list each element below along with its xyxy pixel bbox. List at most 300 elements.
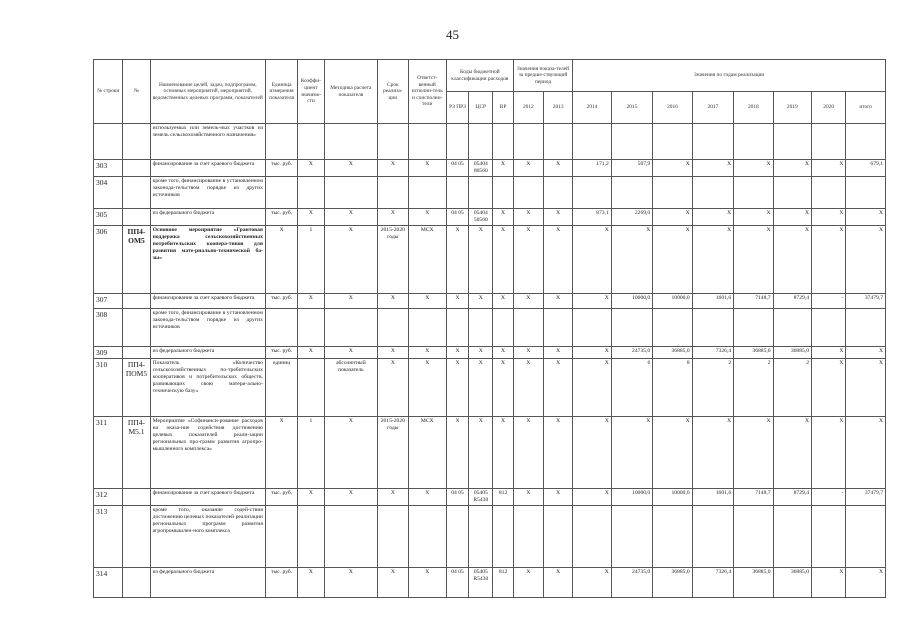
row-2012 [513,124,543,160]
table-row [94,568,886,598]
row-term [378,309,408,347]
table-row [94,209,886,226]
table-row [94,489,886,506]
header-2020: 2020 [812,92,846,124]
table-row [94,347,886,359]
header-rz: РЗ ПРЗ [446,92,468,124]
row-2020: X [812,568,846,598]
row-csr: 05405 R5430 [469,568,493,598]
row-csr: X [469,347,493,359]
row-2015: 6 [611,359,652,417]
row-2012 [513,506,543,568]
row-coef [298,309,324,347]
row-total: X [846,417,886,489]
row-2016: X [653,209,692,226]
row-number: 312 [94,489,123,506]
row-code [123,124,150,160]
row-2014: X [573,294,611,309]
row-term: X [378,489,408,506]
row-name: Основное мероприятие «Грантовая поддержка сельскохозяйственных потребительских коопера-тивов для развития мате-риально-технической ба-зы» [150,226,265,294]
row-code [123,568,150,598]
row-method: X [324,489,378,506]
row-name: Показатель «Количество сельскохозяйственных по-требительских кооперативов и потребительских обществ, развивающих свою матери-ально-техническую базу» [150,359,265,417]
row-unit [265,124,297,160]
row-vr: 812 [493,568,513,598]
row-2018: X [734,209,773,226]
row-method [324,124,378,160]
row-unit: тыс. руб. [265,209,297,226]
row-code: ПП4-М5.1 [123,417,150,489]
row-vr: X [493,160,513,177]
row-rz: 04 05 [446,209,468,226]
row-2018 [734,124,773,160]
row-code [123,347,150,359]
row-csr: 05404 80560 [469,160,493,177]
row-csr [469,309,493,347]
row-2013: X [544,489,573,506]
row-2016: 36885,0 [653,347,692,359]
row-unit: тыс. руб. [265,568,297,598]
row-vr: X [493,226,513,294]
row-rz: X [446,359,468,417]
row-2017: X [692,160,733,177]
row-2016 [653,309,692,347]
row-2014: 171,2 [573,160,611,177]
row-total: 37479,7 [846,294,886,309]
row-rz: 04 05 [446,568,468,598]
row-vr: X [493,417,513,489]
row-code [123,294,150,309]
row-2018: 2 [734,359,773,417]
row-code [123,160,150,177]
row-2015: 24735,0 [611,568,652,598]
header-2016: 2016 [653,92,692,124]
row-2016 [653,124,692,160]
row-code [123,177,150,209]
row-2017: X [692,417,733,489]
header-codes: Коды бюджетной классификации расходов [446,60,513,92]
row-2016: 36885,0 [653,568,692,598]
row-number: 307 [94,294,123,309]
row-rz: X [446,347,468,359]
row-2013 [544,506,573,568]
row-coef: X [298,160,324,177]
row-2017 [692,309,733,347]
row-2015: 10000,0 [611,489,652,506]
row-total: 679,1 [846,160,886,177]
row-2020 [812,177,846,209]
row-vr: X [493,209,513,226]
row-responsible: X [408,347,446,359]
row-2016: X [653,226,692,294]
row-2019 [773,124,811,160]
table-row [94,309,886,347]
row-term: X [378,359,408,417]
row-2017: 1601,6 [692,489,733,506]
header-2015: 2015 [611,92,652,124]
row-rz [446,177,468,209]
row-2017 [692,506,733,568]
table-row [94,226,886,294]
row-2017 [692,124,733,160]
row-coef: X [298,294,324,309]
row-2018: X [734,417,773,489]
row-2012: X [513,294,543,309]
row-2016: 8 [653,359,692,417]
row-name: кроме того, финансирование в установленном законода-тельством порядке из других источников [150,177,265,209]
row-2014: X [573,489,611,506]
row-2013: X [544,359,573,417]
row-2019 [773,506,811,568]
row-rz [446,309,468,347]
row-coef: 1 [298,226,324,294]
row-total [846,124,886,160]
row-responsible: МСХ [408,417,446,489]
row-2012: X [513,417,543,489]
header-total: итого [846,92,886,124]
header-unit: Единица измерения показателя [265,60,297,124]
row-term: X [378,568,408,598]
row-2018 [734,506,773,568]
table-row [94,177,886,209]
row-unit [265,177,297,209]
row-total [846,177,886,209]
row-code: ПП4-ОМ5 [123,226,150,294]
row-2012 [513,177,543,209]
header-previous: Значения показа-телей за предше-ствующий период [513,60,573,92]
row-total: X [846,347,886,359]
row-2019: X [773,209,811,226]
table-row [94,294,886,309]
row-term: X [378,294,408,309]
row-2016: 10000,0 [653,294,692,309]
header-responsible: Ответст-венный исполни-тель и соисполни-тели [408,60,446,124]
row-rz: 04 05 [446,489,468,506]
row-2015: 507,9 [611,160,652,177]
header-csr: ЦСР [469,92,493,124]
row-2019: 36885,0 [773,347,811,359]
row-unit: тыс. руб. [265,489,297,506]
header-2012: 2012 [513,92,543,124]
row-unit: X [265,417,297,489]
row-2020 [812,506,846,568]
row-2017: 1601,6 [692,294,733,309]
row-name: финансирование за счет краевого бюджета [150,489,265,506]
row-vr [493,177,513,209]
row-2019: X [773,226,811,294]
row-coef: X [298,347,324,359]
row-2018: 7148,7 [734,294,773,309]
row-2013: X [544,294,573,309]
row-csr [469,124,493,160]
header-2017: 2017 [692,92,733,124]
row-2013 [544,124,573,160]
row-coef [298,359,324,417]
row-unit [265,506,297,568]
row-method: X [324,417,378,489]
row-2013 [544,177,573,209]
header-coef: Коэффи-циент значимо-сти [298,60,324,124]
row-2020: X [812,347,846,359]
row-term: 2015-2020 годы [378,226,408,294]
row-2017 [692,177,733,209]
row-number: 306 [94,226,123,294]
row-2012: X [513,226,543,294]
row-code [123,489,150,506]
row-vr: X [493,294,513,309]
row-2020 [812,309,846,347]
row-2020: X [812,417,846,489]
row-2017: X [692,209,733,226]
row-2017: 2 [692,359,733,417]
header-2018: 2018 [734,92,773,124]
row-vr: X [493,347,513,359]
row-method: X [324,209,378,226]
row-2020: X [812,209,846,226]
row-2013 [544,309,573,347]
header-2013: 2013 [544,92,573,124]
header-number: № [123,60,150,124]
header-term: Срок реализа-ции [378,60,408,124]
row-2013: X [544,568,573,598]
row-coef [298,124,324,160]
row-2018: 36885,0 [734,347,773,359]
row-number: 313 [94,506,123,568]
row-name: используемых или земель-ных участков из земель сельскохозяйственного назначения» [150,124,265,160]
row-code [123,209,150,226]
header-2014: 2014 [573,92,611,124]
row-2012: X [513,347,543,359]
row-2012: X [513,359,543,417]
table-row [94,160,886,177]
row-rz: X [446,226,468,294]
row-term [378,506,408,568]
row-2012: X [513,489,543,506]
row-number [94,124,123,160]
row-2016: 10000,0 [653,489,692,506]
row-rz: X [446,417,468,489]
row-2015: 2269,0 [611,209,652,226]
row-coef [298,177,324,209]
row-vr [493,309,513,347]
row-2015 [611,309,652,347]
row-name: кроме того, финансирование в установленном законода-тельством порядке из других источников [150,309,265,347]
row-responsible: X [408,160,446,177]
table-row [94,359,886,417]
row-unit: тыс. руб. [265,294,297,309]
row-term: X [378,347,408,359]
row-2015 [611,124,652,160]
row-2016: X [653,160,692,177]
row-responsible [408,309,446,347]
row-csr: X [469,226,493,294]
row-2019: 8729,4 [773,489,811,506]
row-2015 [611,506,652,568]
row-responsible: X [408,489,446,506]
row-total: X [846,209,886,226]
row-2012: X [513,209,543,226]
row-coef: 1 [298,417,324,489]
row-rz: 04 05 [446,160,468,177]
row-csr: 05405 R5430 [469,489,493,506]
row-number: 310 [94,359,123,417]
table-row [94,506,886,568]
row-2019: X [773,160,811,177]
row-2019: 2 [773,359,811,417]
row-rz: X [446,294,468,309]
row-coef: X [298,209,324,226]
row-2014 [573,177,611,209]
row-rz [446,124,468,160]
row-2020: - [812,294,846,309]
row-2018: 7148,7 [734,489,773,506]
row-2015: 10000,0 [611,294,652,309]
header-row-number: № строки [94,60,123,124]
row-term [378,124,408,160]
row-unit [265,309,297,347]
row-2016 [653,506,692,568]
row-name: финансирование за счет краевого бюджета [150,294,265,309]
row-2019: X [773,417,811,489]
row-unit: единиц [265,359,297,417]
row-2013: X [544,209,573,226]
row-responsible: X [408,568,446,598]
row-number: 303 [94,160,123,177]
row-2016: X [653,417,692,489]
row-2013: X [544,226,573,294]
row-2017: 7326,4 [692,347,733,359]
row-vr: 812 [493,489,513,506]
row-2013: X [544,347,573,359]
row-responsible: МСХ [408,226,446,294]
row-total: X [846,359,886,417]
row-2020 [812,124,846,160]
row-2012 [513,309,543,347]
row-coef [298,506,324,568]
table-row [94,417,886,489]
row-2018 [734,177,773,209]
row-2014 [573,124,611,160]
row-number: 309 [94,347,123,359]
row-2014: X [573,568,611,598]
row-code: ПП4-ПОМ5 [123,359,150,417]
row-csr: 05404 50560 [469,209,493,226]
row-2014: X [573,347,611,359]
row-term: 2015-2020 годы [378,417,408,489]
row-responsible [408,506,446,568]
row-unit: тыс. руб. [265,347,297,359]
row-2020: - [812,489,846,506]
row-total: 37479,7 [846,489,886,506]
header-method: Методика расчета показателя [324,60,378,124]
row-name: кроме того, оказание содей-ствия достижению целевых показателей реализации региональных программ развития агропромышлен-ного комплекса [150,506,265,568]
row-method: X [324,568,378,598]
row-responsible [408,177,446,209]
row-method: X [324,294,378,309]
row-method: X [324,347,378,359]
row-2019: 8729,4 [773,294,811,309]
row-2015: 24735,0 [611,347,652,359]
row-2014 [573,309,611,347]
header-years: Значения по годам реализации [573,60,886,92]
row-term: X [378,209,408,226]
row-unit: тыс. руб. [265,160,297,177]
row-2014: 873,1 [573,209,611,226]
row-responsible: X [408,359,446,417]
row-method: X [324,160,378,177]
row-method: X [324,226,378,294]
row-csr: X [469,294,493,309]
row-2018: 36885,0 [734,568,773,598]
row-2020: X [812,359,846,417]
table-row [94,124,886,160]
row-csr [469,506,493,568]
row-name: финансирование за счет краевого бюджета [150,160,265,177]
row-csr: X [469,417,493,489]
row-2019 [773,309,811,347]
row-2015: X [611,417,652,489]
row-number: 314 [94,568,123,598]
row-responsible [408,124,446,160]
program-table [93,59,886,598]
row-total: X [846,568,886,598]
row-2020: X [812,226,846,294]
row-code [123,309,150,347]
row-number: 305 [94,209,123,226]
row-responsible: X [408,294,446,309]
row-vr [493,506,513,568]
row-method [324,309,378,347]
row-2013: X [544,417,573,489]
row-number: 304 [94,177,123,209]
row-2018: X [734,226,773,294]
row-number: 308 [94,309,123,347]
row-name: из федерального бюджета [150,209,265,226]
row-2017: X [692,226,733,294]
row-2014 [573,506,611,568]
row-2013: X [544,160,573,177]
row-2012: X [513,568,543,598]
row-name: из федерального бюджета [150,347,265,359]
row-csr [469,177,493,209]
row-unit: X [265,226,297,294]
row-2015 [611,177,652,209]
row-2015: X [611,226,652,294]
header-vr: ВР [493,92,513,124]
row-2014: X [573,359,611,417]
row-method: абсолютный показатель [324,359,378,417]
row-coef: X [298,568,324,598]
row-name: из федерального бюджета [150,568,265,598]
row-name: Мероприятие «Софинанси-рование расходов на оказа-ние содействия достижению целевых показателей реали-зации региональных про-грамм развития агропро-мышленного комплекса» [150,417,265,489]
row-coef: X [298,489,324,506]
header-2019: 2019 [773,92,811,124]
row-method [324,177,378,209]
row-number: 311 [94,417,123,489]
row-2019 [773,177,811,209]
row-2016 [653,177,692,209]
row-total [846,309,886,347]
row-2014: X [573,226,611,294]
row-2020: X [812,160,846,177]
row-total [846,506,886,568]
row-responsible: X [408,209,446,226]
page-number: 45 [446,27,459,42]
table-body [94,124,886,598]
row-code [123,506,150,568]
row-vr [493,124,513,160]
row-2012: X [513,160,543,177]
